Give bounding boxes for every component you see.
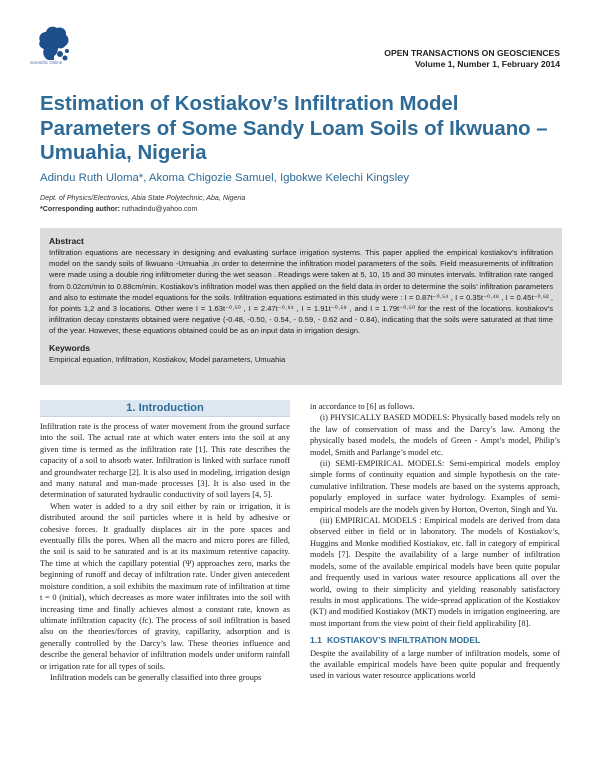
body-paragraph: Infiltration models can be generally classified into three groups	[50, 672, 262, 682]
abstract-heading: Abstract	[49, 236, 84, 246]
abstract-text: Infiltration equations are necessary in designing and evaluating surface irrigation systems. This paper applied the empirical kostiakov’s infiltration model on the sandy soils of Ikwuano -Umuahia ,in order to determine the infiltration model parameters of the soils. Field measurements of infiltration were made using a double ring infiltrometer during the wet season . Readings were taken at 5, 10, 15 and 30 minutes intervals. Infiltration rate ranged from 0.02cm/min to 0.88cm/min. Kostiakov’s infiltration model was then applied on the field data in order to determine the soils’ infiltration parameters and also to estimate the model equations for the soils. Infiltration equations estimated in this study were : I = 0.87t⁻⁰·⁵⁴ , I = 0.35t⁻⁰·⁴⁸ , I = 0.45t⁻⁰·⁶² , for points 1,2 and 3 locations. Other were I = 1.63t⁻⁰·⁵⁰ , I = 2.47t⁻⁰·⁸⁴ , I = 1.91t⁻⁰·⁵⁹ , and I = 1.79t⁻⁰·⁵⁰ for the rest of the locations. kostiakov’s infiltration decay constants obtained were negative (-0.48, -0.50, - 0.54, - 0.59, - 0.62 and - 0.84), indicating that the soils were saturated at that time of the year. However, these equations obtained could be as an input data in irrigation design.	[49, 248, 553, 336]
subsection-number: 1.1	[310, 635, 322, 646]
subsection-title: KOSTIAKOV’S INFILTRATION MODEL	[326, 635, 481, 646]
body-paragraph: (ii) SEMI-EMPIRICAL MODELS: Semi-empirical models employ simple forms of continuity equation and simple hypothesis on the rate-cumulative infiltration. These models are based on the systems approach, popularly employed in surface water hydrology. Examples of semi-empirical models are the models given by Horton, Overton, Singh and Yu.	[310, 459, 560, 514]
journal-name: OPEN TRANSACTIONS ON GEOSCIENCES	[384, 48, 560, 58]
author-list: Adindu Ruth Uloma*, Akoma Chigozie Samuel, Igbokwe Kelechi Kingsley	[40, 172, 410, 184]
corresponding-label: *Corresponding author:	[40, 205, 120, 213]
journal-header	[384, 48, 560, 70]
abstract-box	[40, 228, 562, 385]
keywords-text: Empirical equation, Infiltration, Kostiakov, Model parameters, Umuahia	[49, 354, 286, 364]
subsection-heading-kostiakov	[310, 635, 560, 646]
journal-volume: Volume 1, Number 1, February 2014	[414, 59, 560, 69]
body-paragraph: in accordance to [6] as follows.	[310, 402, 415, 411]
affiliation: Dept. of Physics/Electronics, Abia State Polytechnic, Aba, Nigeria	[40, 194, 246, 202]
body-paragraph: (i) PHYSICALLY BASED MODELS: Physically based models rely on the law of conservation of mass and the Darcy’s law. Among the physically based models, the models of Green - Ampt’s model, Philip’s model, Smith and Parlange’s model etc.	[310, 413, 560, 457]
left-column	[40, 400, 290, 683]
keywords-heading: Keywords	[49, 342, 91, 353]
body-paragraph: Despite the availability of a large number of infiltration models, some of the available empirical models have been quite popular and frequently used in various water resource applications world	[310, 648, 560, 681]
right-column	[310, 401, 560, 682]
corresponding-email: ruthadindu@yahoo.com	[121, 205, 198, 213]
body-paragraph: (iii) EMPIRICAL MODELS : Empirical models are derived from data observed either in field or in laboratory. The models of Kostiakov’s, Huggins and Monke modified Kostiakov, etc. fall in category of empirical models [7]. Despite the availability of a large number of infiltration models, some of the available empirical models have been quite popular and frequently used in various water resource applications all over the world, owing to their simplicity and yielding reasonably satisfactory results in most applications. The wide-spread application of the Kostiakov (KT) and modified Kostiakov (MKT) models in irrigation engineering. are most important from the view point of their field applicability [8].	[310, 516, 560, 628]
body-paragraph: Infiltration rate is the process of water movement from the ground surface into the soil. The actual rate at which water enters into the soil at any given time is termed as the infiltration rate [1]. This rate describes the capacity of a soil to absorb water. Infiltration is linked with surface runoff and groundwater recharge [2]. It is also used in modeling, irrigation design and many natural and man-made processes [3]. It is also used in the determination of saturated hydraulic conductivity of soil layers [4, 5].	[40, 422, 290, 500]
body-paragraph: When water is added to a dry soil either by rain or irrigation, it is distributed around the soil particles where it is held by adhesive or cohesive forces. It gradually displaces air in the pore spaces and eventually fills the pores. When all the macro and micro pores are filled, the soil is said to be saturated and is at its maximum retentive capacity. The time at which the capillary potential (Ψ) approaches zero, marks the beginning of runoff and decay of infiltration rate. Under given antecedent moisture condition, a soil exhibits the maximum rate of infiltration at time t = 0 (initial), which decreases as more water infiltrates into the soil with increasing time and finally achieves almost a constant rate, known as ultimate infiltration capacity (fc). The process of soil infiltration is based also on the theories/forces of gravity, capillarity, adsorption and is generally controlled by the Darcy’s law. These theories influence and describe the general behavior of infiltration models under uniform rainfall or irrigation rate for all types of soils.	[40, 501, 290, 671]
logo-caption: Scientific Online	[30, 60, 63, 65]
section-heading-introduction: 1. Introduction	[40, 400, 290, 417]
corresponding-author	[40, 205, 197, 213]
paper-title: Estimation of Kostiakov’s Infiltration Model Parameters of Some Sandy Loam Soils of Ikwuano – Umuahia, Nigeria	[40, 93, 548, 164]
